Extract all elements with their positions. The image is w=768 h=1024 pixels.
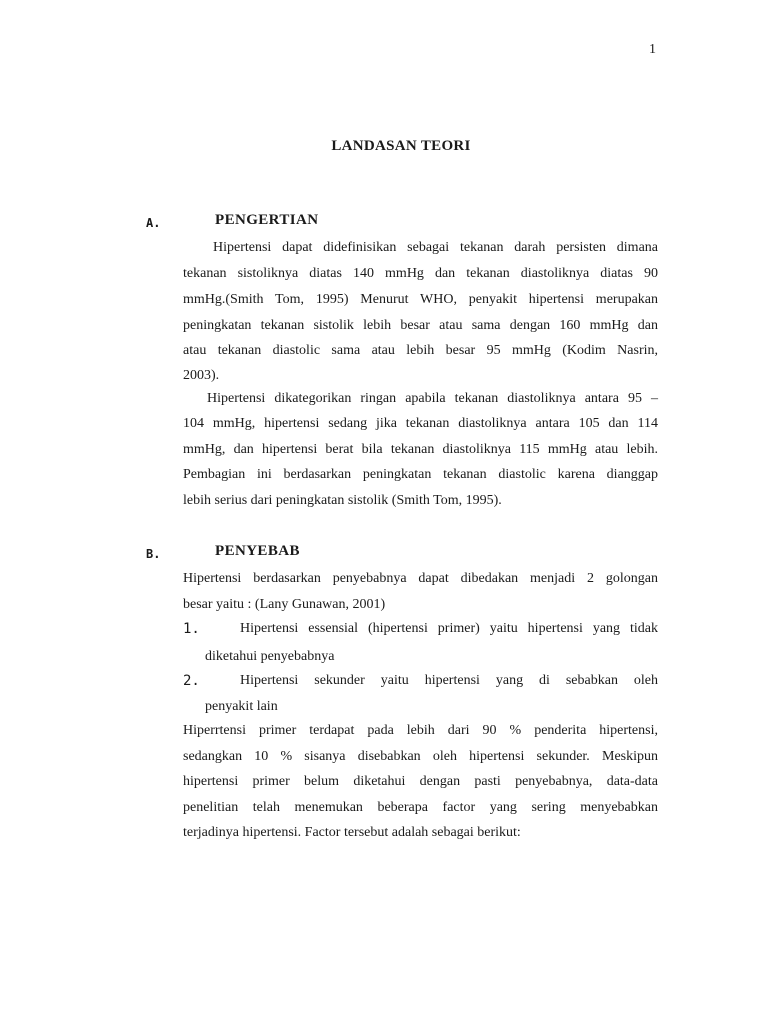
list-number: 2. <box>183 673 200 689</box>
section-a-letter: A. <box>146 216 161 230</box>
list-item-text: Hipertensi sekunder yaitu hipertensi yang di sebabkan oleh <box>240 673 658 688</box>
paragraph-line: Pembagian ini berdasarkan peningkatan tekanan diastolic karena dianggap <box>183 467 658 482</box>
paragraph-line: mmHg.(Smith Tom, 1995) Menurut WHO, penyakit hipertensi merupakan <box>183 292 658 307</box>
paragraph-line: tekanan sistoliknya diatas 140 mmHg dan tekanan diastoliknya diatas 90 <box>183 266 658 281</box>
paragraph-line: Hiperrtensi primer terdapat pada lebih dari 90 % penderita hipertensi, <box>183 723 658 738</box>
paragraph-line: 2003). <box>183 368 220 383</box>
paragraph-line: hipertensi primer belum diketahui dengan pasti penyebabnya, data-data <box>183 774 658 789</box>
paragraph-line: mmHg, dan hipertensi berat bila tekanan diastoliknya 115 mmHg atau lebih. <box>183 442 658 457</box>
paragraph-line: Hipertensi dikategorikan ringan apabila tekanan diastoliknya antara 95 – <box>207 391 658 406</box>
section-b-heading: PENYEBAB <box>215 543 300 559</box>
paragraph-line: 104 mmHg, hipertensi sedang jika tekanan diastoliknya antara 105 dan 114 <box>183 416 658 431</box>
list-item-text: penyakit lain <box>205 699 278 714</box>
paragraph-line: terjadinya hipertensi. Factor tersebut adalah sebagai berikut: <box>183 825 521 840</box>
section-a-heading: PENGERTIAN <box>215 212 319 228</box>
paragraph-line: Hipertensi dapat didefinisikan sebagai tekanan darah persisten dimana <box>213 240 658 255</box>
list-item-text: Hipertensi essensial (hipertensi primer) yaitu hipertensi yang tidak <box>240 621 658 636</box>
paragraph-line: sedangkan 10 % sisanya disebabkan oleh hipertensi sekunder. Meskipun <box>183 749 658 764</box>
paragraph-line: penelitian telah menemukan beberapa factor yang sering menyebabkan <box>183 800 658 815</box>
paragraph-line: peningkatan tekanan sistolik lebih besar atau sama dengan 160 mmHg dan <box>183 318 658 333</box>
page-number: 1 <box>649 42 656 57</box>
paragraph-line: besar yaitu : (Lany Gunawan, 2001) <box>183 597 386 612</box>
section-b-letter: B. <box>146 547 161 561</box>
document-title: LANDASAN TEORI <box>331 138 471 154</box>
paragraph-line: Hipertensi berdasarkan penyebabnya dapat dibedakan menjadi 2 golongan <box>183 571 658 586</box>
list-number: 1. <box>183 621 200 637</box>
paragraph-line: lebih serius dari peningkatan sistolik (Smith Tom, 1995). <box>183 493 502 508</box>
list-item-text: diketahui penyebabnya <box>205 649 335 664</box>
paragraph-line: atau tekanan diastolic sama atau lebih besar 95 mmHg (Kodim Nasrin, <box>183 343 658 358</box>
